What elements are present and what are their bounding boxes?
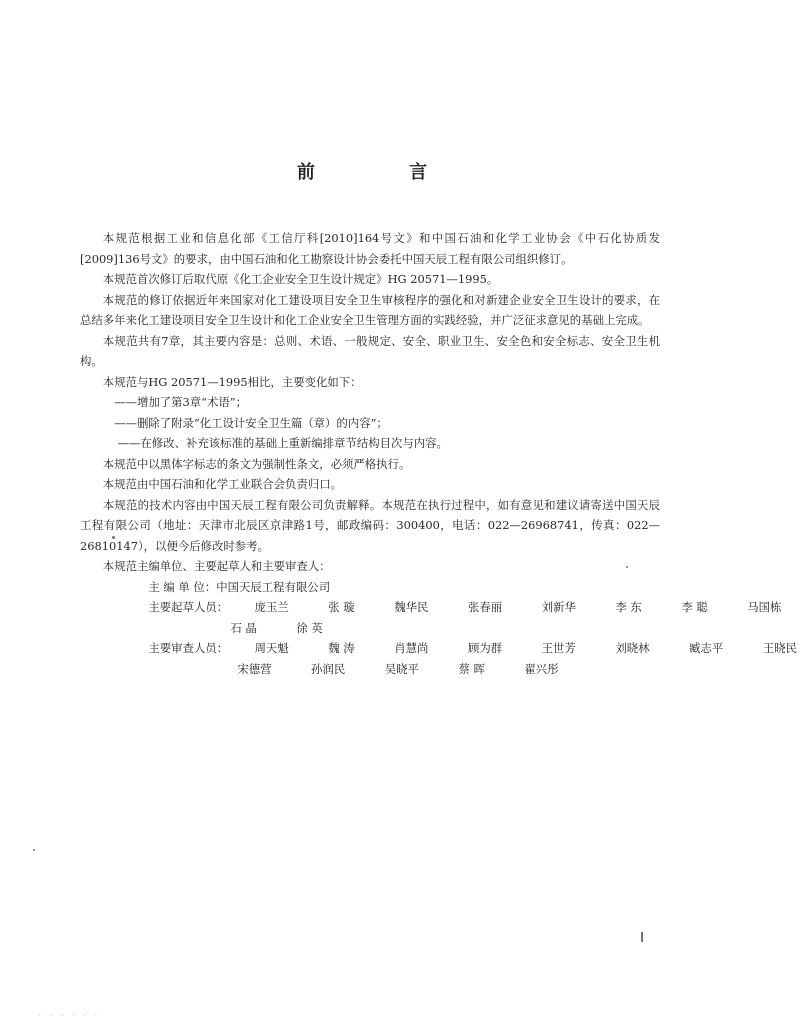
paragraph-staff-intro: 本规范主编单位、主要起草人和主要审查人： xyxy=(102,559,331,573)
drafter-name: 马国栋 xyxy=(747,600,782,614)
reviewers-label: 主要审查人员： xyxy=(148,641,229,655)
paragraph-supersedes: 本规范首次修订后取代原《化工企业安全卫生设计规定》HG 20571—1995。 xyxy=(102,272,499,286)
reviewers-line xyxy=(80,638,797,659)
drafter-name: 张 璇 xyxy=(328,600,355,614)
reviewer-name: 魏 涛 xyxy=(328,641,355,655)
scan-speck xyxy=(33,849,35,851)
scan-speck xyxy=(626,566,628,568)
reviewer-name: 臧志平 xyxy=(689,641,724,655)
paragraph-management: 本规范由中国石油和化学工业联合会负责归口。 xyxy=(102,477,343,491)
drafter-name: 刘新华 xyxy=(541,600,576,614)
scan-edge-marks: · · · · · · xyxy=(38,1012,100,1019)
reviewer-name: 刘晓林 xyxy=(615,641,650,655)
reviewer-name: 吴晓平 xyxy=(384,661,419,676)
paragraph-contents: 本规范共有7章，其主要内容是：总则、术语、一般规定、安全、职业卫生、安全色和安全标志、安全卫生机构。 xyxy=(80,333,660,368)
drafters-line xyxy=(80,597,782,618)
drafter-name: 魏华民 xyxy=(394,600,429,614)
reviewer-name: 宋德营 xyxy=(237,661,272,676)
paragraph-interpretation: 本规范的技术内容由中国天辰工程有限公司负责解释。本规范在执行过程中，如有意见和建议请寄送中国天辰工程有限公司（地址：天津市北辰区京津路1号，邮政编码：300400，电话：022—26968741，传真：022—26810147），以便今后修改时参考。 xyxy=(80,497,660,553)
drafter-name: 徐 英 xyxy=(296,620,323,635)
drafter-name: 李 聪 xyxy=(681,600,708,614)
reviewer-name: 周天魁 xyxy=(254,641,289,655)
document-body xyxy=(80,228,797,679)
reviewer-name: 肖慧尚 xyxy=(394,641,429,655)
page-title: 前 言 xyxy=(296,162,472,183)
paragraph-basis: 本规范的修订依据近年来国家对化工建设项目安全卫生审核程序的强化和对新建企业安全卫生设计的要求，在总结多年来化工建设项目安全卫生设计和化工企业安全卫生管理方面的实践经验，并广泛征求意见的基础上完成。 xyxy=(80,292,660,327)
paragraph-origin: 本规范根据工业和信息化部《工信厅科[2010]164号文》和中国石油和化学工业协会《中石化协质发[2009]136号文》的要求，由中国石油和化工勘察设计协会委托中国天辰工程有限公司组织修订。 xyxy=(80,231,660,266)
reviewer-name: 蔡 晖 xyxy=(458,661,485,676)
change-item: ——删除了附录“化工设计安全卫生篇（章）的内容”； xyxy=(114,415,388,430)
reviewer-name: 孙润民 xyxy=(311,661,346,676)
drafters-label: 主要起草人员： xyxy=(148,600,229,614)
chief-editor-line xyxy=(80,577,660,598)
drafter-name: 张春丽 xyxy=(467,600,503,614)
drafters-line-2 xyxy=(80,618,660,639)
drafter-name: 石 晶 xyxy=(230,620,257,635)
drafter-name: 庞玉兰 xyxy=(254,600,289,614)
reviewer-name: 王世芳 xyxy=(541,641,576,655)
chief-editor-value: 中国天辰工程有限公司 xyxy=(216,579,331,594)
reviewers-line-2 xyxy=(80,659,660,680)
reviewer-name: 翟兴彤 xyxy=(524,661,559,676)
drafter-name: 李 东 xyxy=(615,600,642,614)
reviewer-name: 王晓民 xyxy=(762,641,797,655)
scan-speck xyxy=(112,536,115,539)
reviewer-name: 顾为群 xyxy=(467,641,503,655)
paragraph-changes-intro: 本规范与HG 20571—1995相比，主要变化如下： xyxy=(102,374,362,389)
paragraph-mandatory: 本规范中以黑体字标志的条文为强制性条文，必须严格执行。 xyxy=(102,456,411,471)
change-item: ——增加了第3章“术语”； xyxy=(114,395,247,409)
page-number: Ⅰ xyxy=(640,931,645,946)
change-item: ——在修改、补充该标准的基础上重新编排章节结构目次与内容。 xyxy=(117,436,448,450)
chief-editor-label: 主 编 单 位： xyxy=(148,579,217,594)
